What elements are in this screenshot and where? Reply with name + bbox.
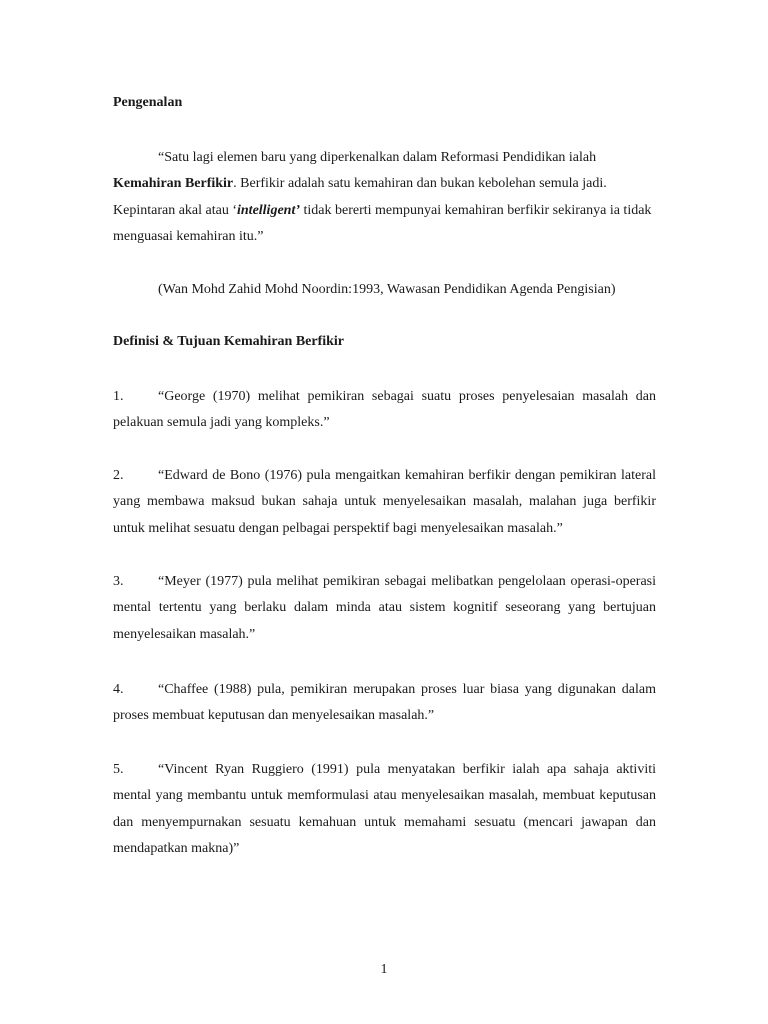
definition-item-text: “Chaffee (1988) pula, pemikiran merupakan proses luar biasa yang digunakan dalam proses membuat keputusan dan menyelesaikan masalah.” (113, 682, 656, 724)
definition-item (113, 757, 656, 862)
definition-item-text: “Vincent Ryan Ruggiero (1991) pula menyatakan berfikir ialah apa sahaja aktiviti mental yang membantu untuk memformulasi atau menyelesaikan masalah, membuat keputusan dan menyempurnakan sesuatu kemahuan untuk memahami sesuatu (mencari jawapan dan mendapatkan makna)” (113, 762, 656, 856)
section-heading-pengenalan: Pengenalan (113, 95, 183, 110)
definition-item-number: 2. (113, 468, 124, 483)
intro-quote-middle: . Berfikir adalah satu kemahiran dan bukan kebolehan semula jadi. Kepintaran akal atau ‘ (113, 176, 607, 218)
definition-item-text: “Meyer (1977) pula melihat pemikiran sebagai melibatkan pengelolaan operasi-operasi mental tertentu yang berlaku dalam minda atau sistem kognitif seseorang yang bertujuan menyelesaikan masalah.” (113, 574, 656, 642)
definition-item-number: 4. (113, 682, 124, 697)
definition-item (113, 384, 656, 437)
definition-item (113, 569, 656, 648)
intro-quote-bold-italic-term: intelligent’ (237, 202, 300, 218)
intro-quote-end: tidak bererti mempunyai kemahiran berfikir sekiranya ia tidak menguasai kemahiran itu.” (113, 202, 652, 244)
intro-quote-open: “Satu lagi elemen baru yang diperkenalkan dalam Reformasi Pendidikan ialah (158, 150, 597, 165)
page-number: 1 (380, 962, 388, 977)
definition-item-number: 3. (113, 574, 124, 589)
intro-quote-bold-term: Kemahiran Berfikir (113, 176, 234, 192)
section-heading-definisi: Definisi & Tujuan Kemahiran Berfikir (113, 334, 345, 349)
definition-item-number: 5. (113, 762, 124, 777)
intro-quote (113, 145, 656, 250)
intro-citation: (Wan Mohd Zahid Mohd Noordin:1993, Wawasan Pendidikan Agenda Pengisian) (158, 282, 616, 297)
definition-item (113, 463, 656, 542)
definition-item-text: “Edward de Bono (1976) pula mengaitkan kemahiran berfikir dengan pemikiran lateral yang membawa maksud bukan sahaja untuk menyelesaikan masalah, malahan juga berfikir untuk melihat sesuatu dengan pelbagai perspektif bagi menyelesaikan masalah.” (113, 468, 656, 536)
definition-item-text: “George (1970) melihat pemikiran sebagai suatu proses penyelesaian masalah dan pelakuan semula jadi yang kompleks.” (113, 389, 656, 431)
definition-item (113, 677, 656, 730)
definition-item-number: 1. (113, 389, 124, 404)
